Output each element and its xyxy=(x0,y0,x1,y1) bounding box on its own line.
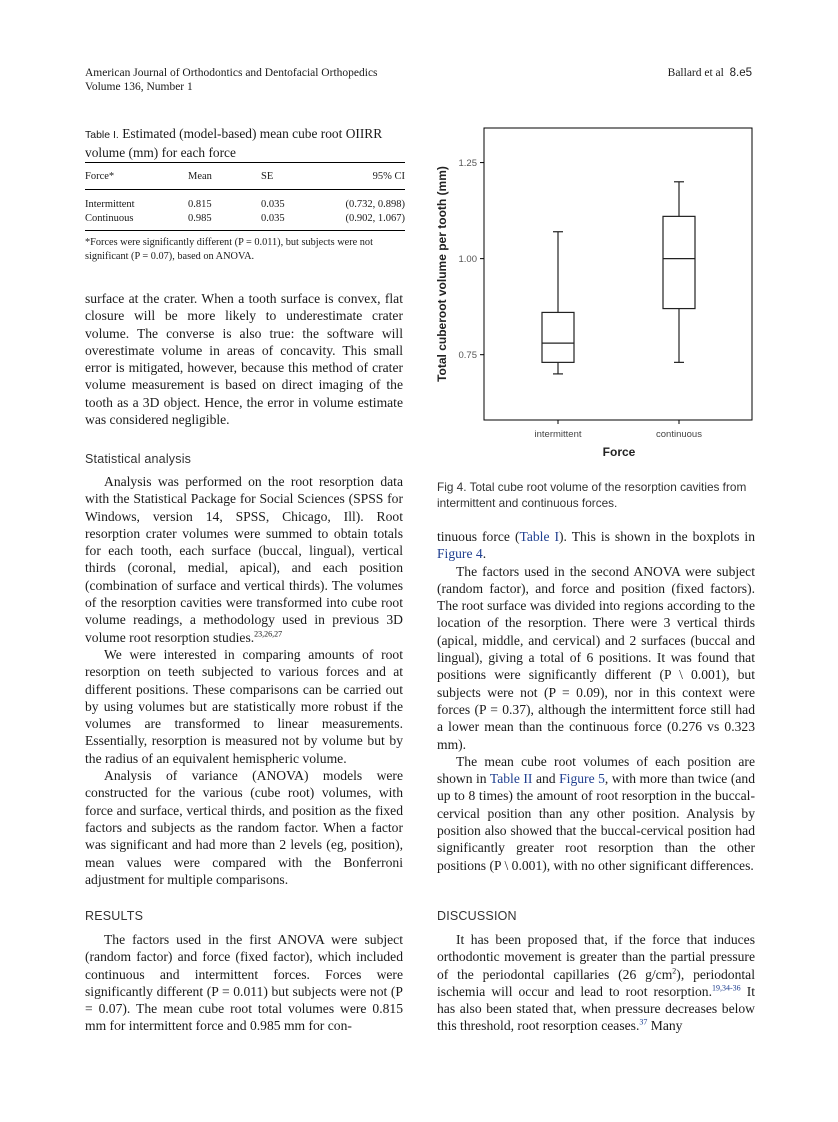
box xyxy=(663,216,695,308)
table-cell: Continuous xyxy=(85,213,134,224)
table-cell: 0.035 xyxy=(261,199,285,210)
section-heading-statistical-analysis: Statistical analysis xyxy=(85,452,192,466)
paragraph: The factors used in the first ANOVA were subject (random factor) and force (fixed factor), which included continuous and intermittent forces. Forces were significantly different (P = 0.011) but subjects were not (P = 0.07). The mean cube root total volumes were 0.815 mm for intermittent force and 0.985 mm for con- xyxy=(85,932,403,1034)
left-column-stats xyxy=(85,473,403,888)
plot-frame xyxy=(484,128,752,420)
paragraph: We were interested in comparing amounts of root resorption on teeth subjected to various forces and at different positions. These comparisons can be carried out by using volumes but are statistically more robust if the volumes are transformed to linear measurements. Essentially, resorption is measured not by volume but by the radius of an equivalent hemispheric volume. xyxy=(85,646,403,766)
right-column-discussion xyxy=(437,931,755,1035)
left-column-top xyxy=(85,290,403,428)
box xyxy=(542,312,574,362)
table-top-rule xyxy=(85,162,405,163)
journal-volume: Volume 136, Number 1 xyxy=(85,81,193,93)
reference: 23,26,27 xyxy=(254,629,283,639)
section-heading-results: RESULTS xyxy=(85,909,144,923)
left-column-results xyxy=(85,931,403,1035)
reference[interactable]: 37 xyxy=(639,1017,648,1027)
reference[interactable]: 19,34-36 xyxy=(712,983,741,993)
table-footnote: *Forces were significantly different (P = 0.011), but subjects were not significant (P = 0.07), based on ANOVA. xyxy=(85,237,373,262)
table-cell: Intermittent xyxy=(85,199,135,210)
table-cell: (0.732, 0.898) xyxy=(345,199,405,210)
journal-title: American Journal of Orthodontics and Dentofacial Orthopedics xyxy=(85,67,378,79)
y-tick-label: 0.75 xyxy=(458,350,477,362)
paragraph: The mean cube root volumes of each position are shown in Table II and Figure 5, with more than twice (and up to 8 times) the amount of root resorption in the buccal-cervical position than any other position. Analysis by position also showed that the buccal-cervical position had significantly greater root resorption than the other positions (P \ 0.001), with no other significant differences. xyxy=(437,753,755,873)
table-header-rule xyxy=(85,189,405,190)
authors: Ballard et al xyxy=(667,67,724,79)
table-body xyxy=(85,198,405,226)
table-title: Estimated (model-based) mean cube root OIIRR volume (mm) for each force xyxy=(85,126,383,160)
x-tick-label: continuous xyxy=(656,429,702,440)
table-header-cell: 95% CI xyxy=(372,171,405,182)
table-caption xyxy=(85,125,407,161)
y-tick-label: 1.00 xyxy=(458,254,477,266)
table-row xyxy=(85,212,405,226)
right-column xyxy=(437,528,755,874)
x-axis-label: Force xyxy=(602,445,636,459)
table-cell: (0.902, 1.067) xyxy=(345,213,405,224)
table-one xyxy=(85,171,405,182)
table-cell: 0.035 xyxy=(261,213,285,224)
paragraph: Analysis was performed on the root resorption data with the Statistical Package for Social Sciences (SPSS for Windows, version 14, SPSS, Chicago, Ill). Root resorption crater volumes were summed to obtain totals for each tooth, each surface (buccal, lingual), vertical thirds (coronal, medial, apical), and each position (combination of surface and vertical thirds). The volumes of the resorption cavities were transformed into cube root volume readings, a methodology used in previous 3D volume root resorption studies.$^{23,26,27}$ xyxy=(85,474,403,645)
table-bottom-rule xyxy=(85,230,405,231)
table-cell: 0.985 xyxy=(188,213,212,224)
page-number: 8.e5 xyxy=(729,67,752,79)
table-header-cell: SE xyxy=(261,171,274,182)
figure-link[interactable]: Figure 5 xyxy=(559,771,605,787)
table-row xyxy=(85,198,405,212)
table-cell: 0.815 xyxy=(188,199,212,210)
table-header-cell: Mean xyxy=(188,171,212,182)
page-header-right xyxy=(668,66,752,80)
table-link[interactable]: Table II xyxy=(489,771,533,787)
table-label: Table I. xyxy=(85,129,119,141)
figure-4-boxplot xyxy=(430,122,760,472)
table-header-row xyxy=(85,171,405,182)
section-heading-discussion: DISCUSSION xyxy=(437,909,517,923)
table-header-cell: Force* xyxy=(85,171,115,182)
x-tick-label: intermittent xyxy=(534,429,582,440)
paragraph: tinuous force (Table I). This is shown in the boxplots in Figure 4. xyxy=(437,529,755,562)
paragraph: It has been proposed that, if the force that induces orthodontic movement is greater than the partial pressure of the periodontal capillaries (26 $g/cm^2$), periodontal ischemia will occur and lead to root resorption.$^{19,34-36}$ It has also been stated that, when pressure decreases below this threshold, root resorption ceases.$^{37}$ Many xyxy=(437,932,756,1034)
y-tick-label: 1.25 xyxy=(458,158,477,170)
table-link[interactable]: Table I xyxy=(519,529,560,544)
figure-link[interactable]: Figure 4 xyxy=(437,546,483,562)
paragraph: surface at the crater. When a tooth surface is convex, flat closure will be more likely to underestimate crater volume. The converse is also true: the software will overestimate volume in areas of concavity. This small error is mitigated, however, because this method of crater volume measurement is based on direct imaging of the tooth as a 3D object. Hence, the error in volume estimate was considered negligible. xyxy=(85,291,403,428)
y-axis-label: Total cuberoot volume per tooth (mm) xyxy=(435,166,449,382)
paragraph: The factors used in the second ANOVA were subject (random factor), and force and position (fixed factors). The root surface was divided into regions according to the location of the resorption. There were 3 vertical thirds (apical, middle, and cervical) and 2 surfaces (buccal and lingual), giving a total of 6 positions. It was found that positions were significantly different (P \ 0.001), but subjects were not (P = 0.09), nor in this context were forces (P = 0.37), although the intermittent force still had a lower mean than the continuous force (0.276 vs 0.323 mm). xyxy=(437,563,755,752)
paragraph: Analysis of variance (ANOVA) models were constructed for the various (cube root) volumes, with force and surface, vertical thirds, and position as the fixed factors and subjects as the random factor. When a factor was significant and had more than 2 levels (eg, position), mean values were compared with the Bonferroni adjustment for multiple comparisons. xyxy=(85,768,403,887)
figure-caption: Fig 4. Total cube root volume of the resorption cavities from intermittent and continuous forces. xyxy=(437,480,747,510)
running-header xyxy=(85,66,378,94)
